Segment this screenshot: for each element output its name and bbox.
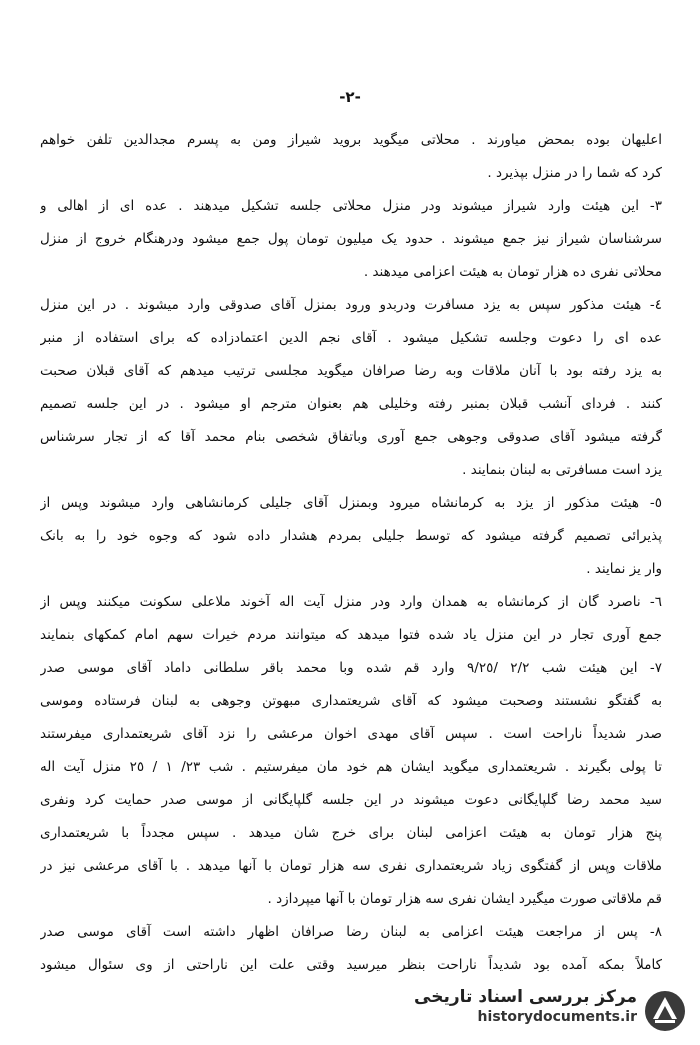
text-line: ٨- پس از مراجعت هیئت اعزامی به لبنان رضا صرافان اظهار داشته است آقای موسی صدر <box>40 924 662 940</box>
text-line: محلاتی نفری ده هزار تومان به هیئت اعزامی میدهند . <box>363 264 662 280</box>
text-line: وار یز نمایند . <box>586 561 662 577</box>
text-line: کاملاً بمکه آمده بود شدیداً ناراحت بنظر میرسید وقتی علت این ناراحتی از وی سئوال میشود <box>40 957 662 973</box>
text-line: ملاقات وپس از گفتگوی زیاد شریعتمداری نفری سه هزار تومان با آنها میدهد . با آقای مرعشی نیز در <box>40 858 662 874</box>
document-body <box>40 124 662 982</box>
text-line: ٣- این هیئت وارد شیراز میشوند ودر منزل محلاتی جلسه تشکیل میدهند . عده ای از اهالی و <box>40 198 662 214</box>
text-line: تا پولی بگیرند . شریعتمداری میگوید ایشان هم خود مان میفرستیم . شب ٢٣/ ١ / ٢٥ منزل آیت اله <box>40 759 662 775</box>
archive-name: مرکز بررسی اسناد تاریخی <box>414 987 637 1007</box>
text-line: به گفتگو نشستند وصحبت میشود که آقای شریعتمداری مبهوتن وجوهی به لبنان فرستاده وموسی <box>40 693 662 709</box>
text-line: پنج هزار تومان به هیئت اعزامی لبنان برای خرج شان میدهد . سپس مجدداً با شریعتمداری <box>40 825 662 841</box>
text-line: ٧- این هیئت شب ٢/٢ /٩/٢٥ وارد قم شده وبا محمد باقر سلطانی داماد آقای موسی صدر <box>40 660 662 676</box>
text-line: سید محمد رضا گلپایگانی دعوت میشوند در این جلسه گلپایگانی از موسی صدر حمایت کرد ونفری <box>40 792 662 808</box>
text-line: کنند . فردای آنشب قبلان بمنبر رفته وخلیلی هم بعنوان مترجم او میشود . در این جلسه تصمیم <box>40 396 662 412</box>
text-line: عده ای را دعوت وجلسه تشکیل میشود . آقای نجم الدین اعتمادزاده که برای استفاده از منبر <box>40 330 662 346</box>
archive-emblem-icon <box>643 989 687 1033</box>
text-line: سرشناسان شیراز نیز جمع میشوند . حدود یک میلیون تومان پول جمع میشود ودرهنگام خروج از منزل <box>40 231 662 247</box>
archive-logo <box>414 985 695 1035</box>
text-line: جمع آوری تجار در این منزل یاد شده فتوا میدهد که میتوانند مردم خیرات سهم امام کمکهای بنمایند <box>40 627 662 643</box>
text-line: به یزد رفته بود با آنان ملاقات وبه رضا صرافان میگوید مجلسی ترتیب میدهم که آقای قبلان صحبت <box>40 363 662 379</box>
text-line: یزد است مسافرتی به لبنان بنمایند . <box>462 462 662 478</box>
text-line: کرد که شما را در منزل بپذیرد . <box>487 165 662 181</box>
text-line: قم ملاقاتی صورت میگیرد ایشان نفری سه هزار تومان با آنها میپردازد . <box>267 891 662 907</box>
text-line: پذیرائی تصمیم گرفته میشود که توسط جلیلی بمردم هشدار داده شود که وجوه خود را به بانک <box>40 528 662 544</box>
page-number: -٢- <box>339 88 361 106</box>
text-line: ٥- هیئت مذکور از یزد به کرمانشاه میرود وبمنزل آقای جلیلی کرمانشاهی وارد میشوند وپس از <box>40 495 662 511</box>
text-line: ٤- هیئت مذکور سپس به یزد مسافرت ودربدو ورود بمنزل آقای صدوقی وارد میشوند . در این منزل <box>40 297 662 313</box>
text-line: صدر شدیداً ناراحت است . سپس آقای مهدی اخوان مرعشی را نزد آقای شریعتمداری میفرستند <box>40 726 662 742</box>
archive-url: historydocuments.ir <box>477 1009 637 1025</box>
text-line: ٦- ناصرد گان از کرمانشاه به همدان وارد ودر منزل آیت اله آخوند ملاعلی سکونت میکنند وپس از <box>40 594 662 610</box>
text-line: گرفته میشود آقای صدوقی وجوهی جمع آوری وباتفاق شخصی بنام محمد آقا که از تجار سرشناس <box>40 429 662 445</box>
text-line: اعلیهان بوده بمحض میاورند . محلاتی میگوید بروید شیراز ومن به پسرم مجدالدین تلفن خواهم <box>40 132 662 148</box>
